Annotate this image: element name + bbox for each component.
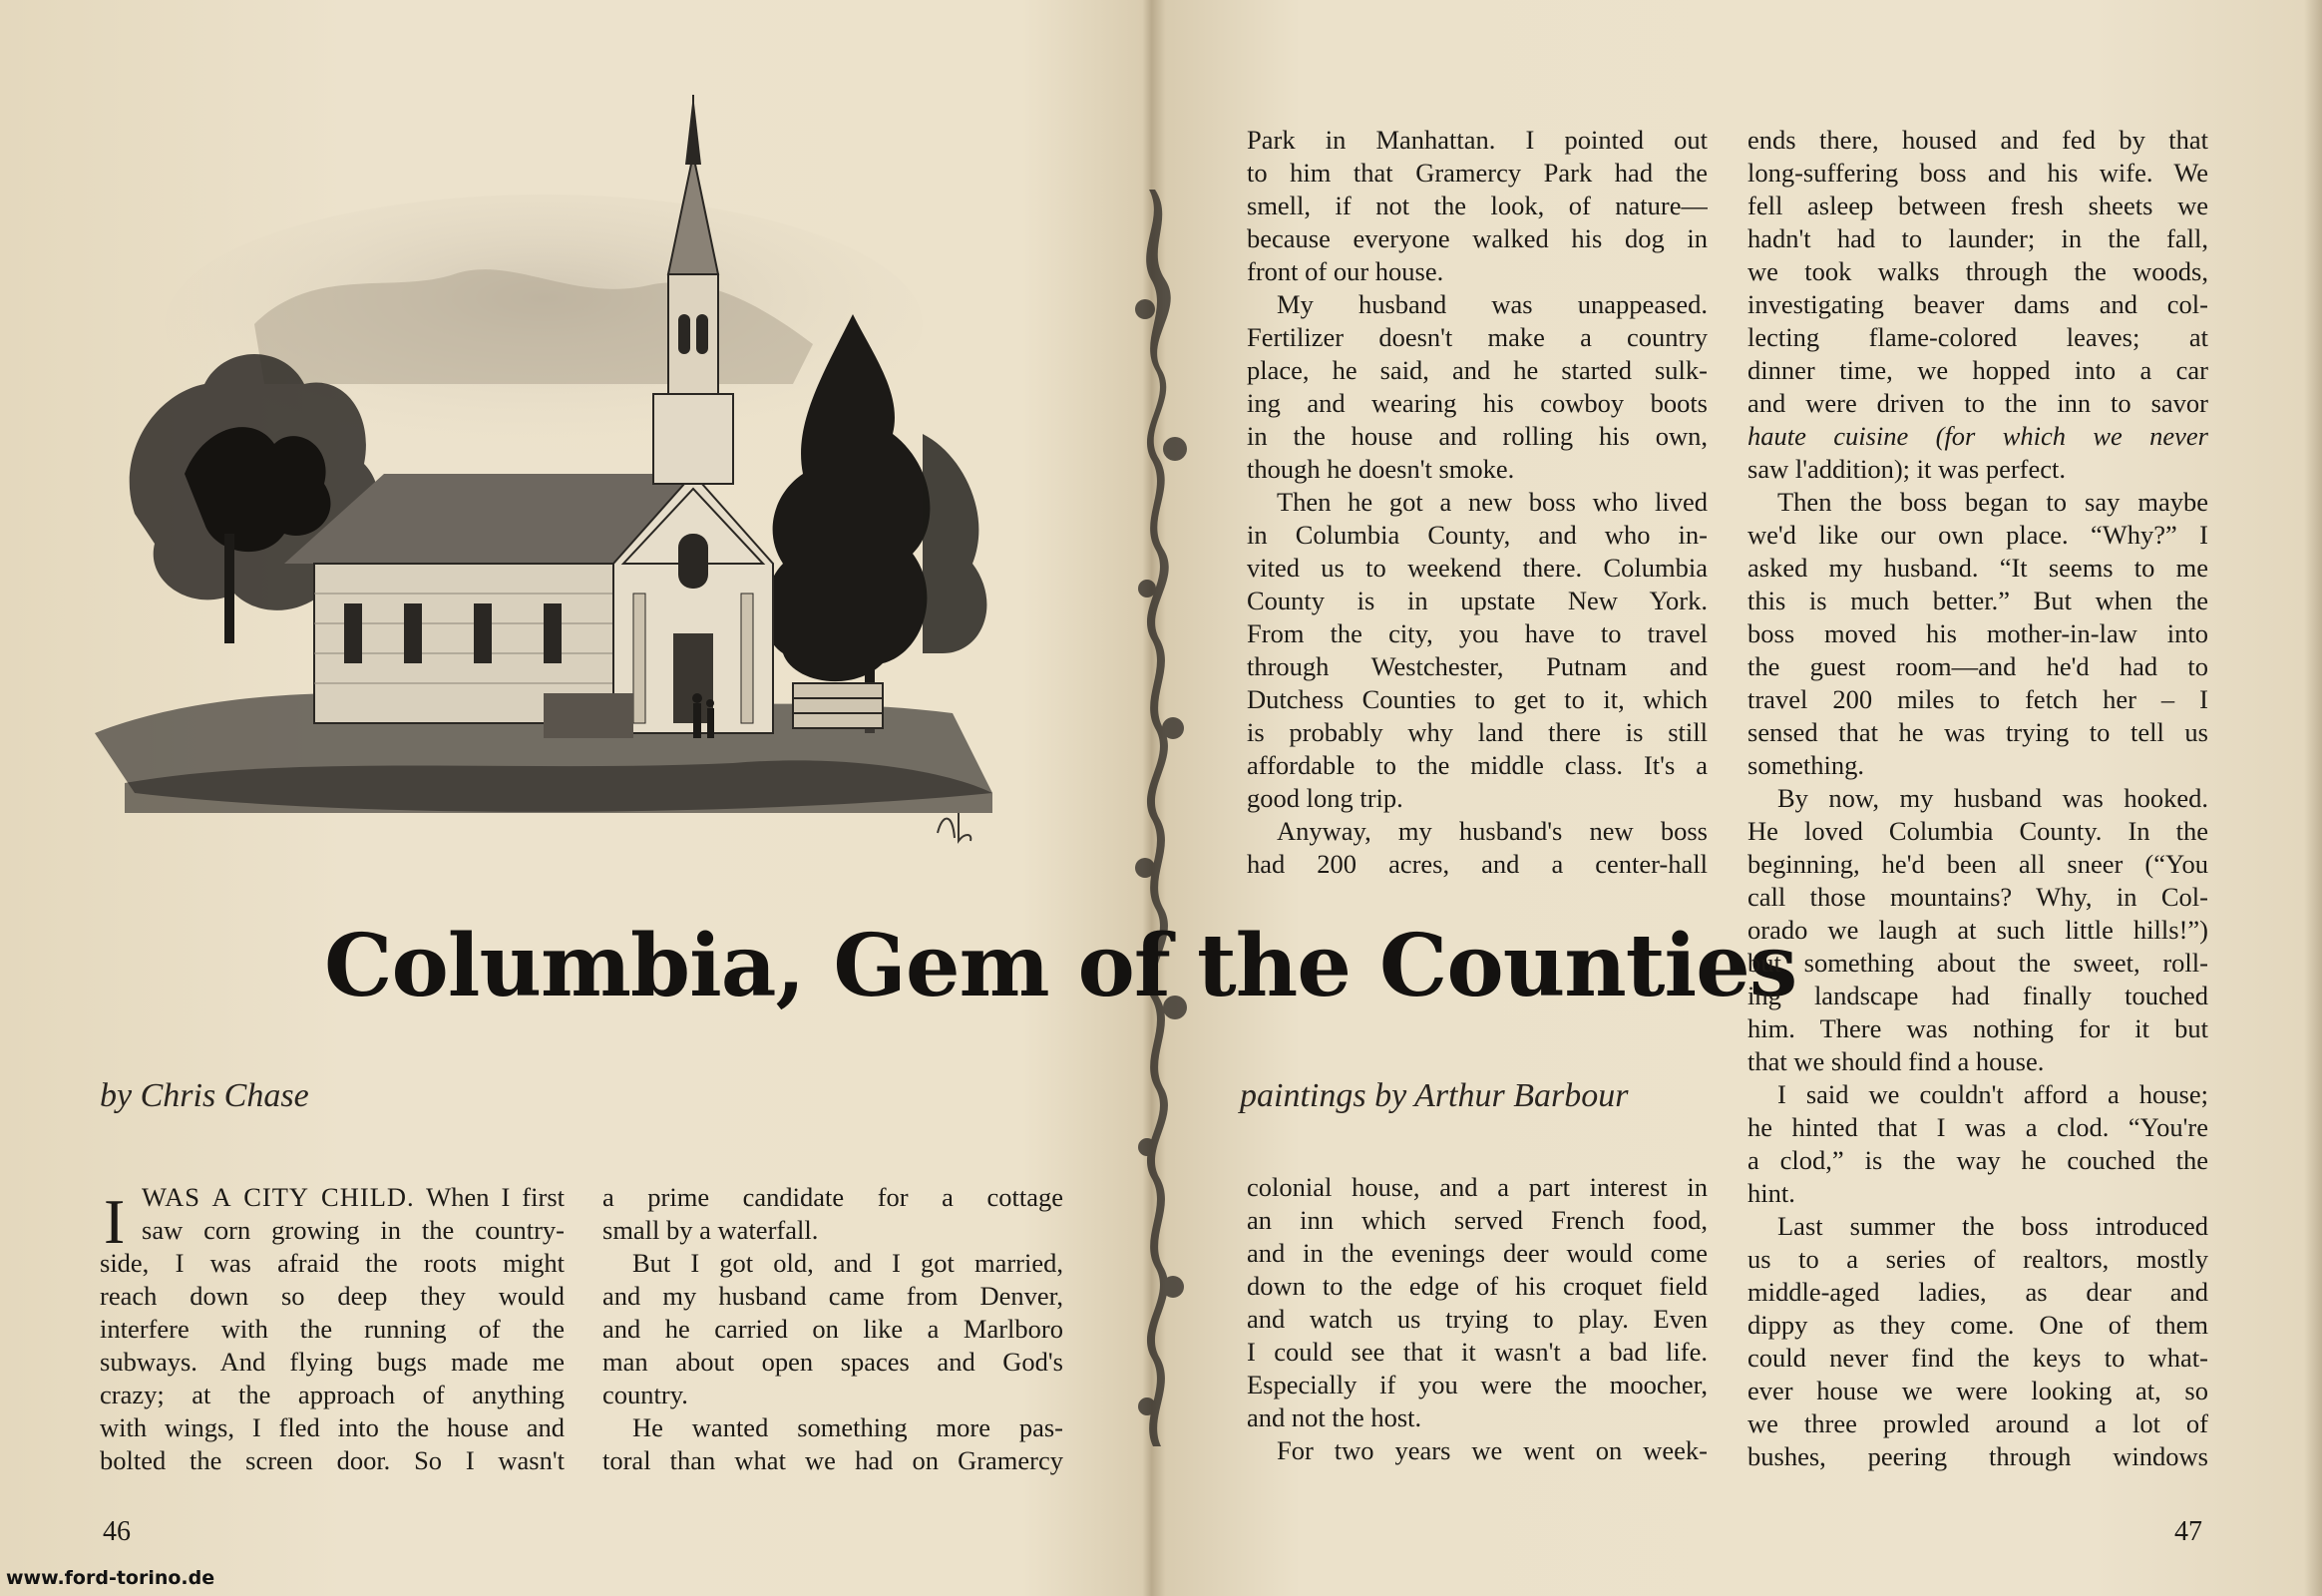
text-line: could never find the keys to what- <box>1747 1343 2208 1373</box>
text-line: the guest room—and he'd had to <box>1747 651 2208 681</box>
text-line: ing landscape had finally touched <box>1747 981 2208 1010</box>
text-line: something. <box>1747 750 1865 780</box>
text-line: bolted the screen door. So I wasn't <box>100 1445 565 1475</box>
text-line: Then the boss began to say maybe <box>1777 487 2208 517</box>
text-line: is probably why land there is still <box>1247 717 1708 747</box>
text-line: smell, if not the look, of nature— <box>1247 191 1708 220</box>
text-line: we took walks through the woods, <box>1747 256 2208 286</box>
text-line: Especially if you were the moocher, <box>1247 1370 1708 1399</box>
text-line: boss moved his mother-in-law into <box>1747 618 2208 648</box>
text-line: Park in Manhattan. I pointed out <box>1247 125 1708 155</box>
text-line: to him that Gramercy Park had the <box>1247 158 1708 188</box>
text-line: fell asleep between fresh sheets we <box>1747 191 2208 220</box>
first-line-rest: When I first <box>414 1182 565 1212</box>
lead-in: WAS A CITY CHILD. <box>142 1182 415 1212</box>
drop-cap: I <box>104 1186 126 1257</box>
text-line: that we should find a house. <box>1747 1046 2045 1076</box>
text-line: and were driven to the inn to savor <box>1747 388 2208 418</box>
text-line: place, he said, and he started sulk- <box>1247 355 1708 385</box>
text-line: County is in upstate New York. <box>1247 586 1708 615</box>
text-line: investigating beaver dams and col- <box>1747 289 2208 319</box>
text-line: had 200 acres, and a center-hall <box>1247 849 1708 879</box>
text-line: Anyway, my husband's new boss <box>1277 816 1708 846</box>
column-a <box>100 1181 565 1477</box>
page-number-right: 47 <box>2174 1516 2202 1547</box>
column-a-first-line <box>100 1181 565 1214</box>
text-line: I could see that it wasn't a bad life. <box>1247 1337 1708 1367</box>
text-line: hint. <box>1747 1178 1795 1208</box>
page-number-left: 46 <box>103 1516 131 1547</box>
text-line: Fertilizer doesn't make a country <box>1247 322 1708 352</box>
text-line: and my husband came from Denver, <box>602 1281 1063 1311</box>
text-line: reach down so deep they would <box>100 1281 565 1311</box>
text-line: ever house we were looking at, so <box>1747 1376 2208 1405</box>
text-line: long-suffering boss and his wife. We <box>1747 158 2208 188</box>
text-line: side, I was afraid the roots might <box>100 1248 565 1278</box>
column-c-bottom <box>1247 1171 1708 1467</box>
text-line: By now, my husband was hooked. <box>1777 783 2208 813</box>
text-line: him. There was nothing for it but <box>1747 1013 2208 1043</box>
text-line: good long trip. <box>1247 783 1403 813</box>
text-line: toral than what we had on Gramercy <box>602 1445 1063 1475</box>
text-line: lecting flame-colored leaves; at <box>1747 322 2208 352</box>
column-b <box>602 1181 1063 1477</box>
text-line: My husband was unappeased. <box>1277 289 1708 319</box>
text-line: and watch us trying to play. Even <box>1247 1304 1708 1334</box>
text-line: Then he got a new boss who lived <box>1277 487 1708 517</box>
text-line: man about open spaces and God's <box>602 1347 1063 1377</box>
text-line: dinner time, we hopped into a car <box>1747 355 2208 385</box>
text-line: Last summer the boss introduced <box>1777 1211 2208 1241</box>
text-line: through Westchester, Putnam and <box>1247 651 1708 681</box>
text-line: Dutchess Counties to get to it, which <box>1247 684 1708 714</box>
text-line: dippy as they come. One of them <box>1747 1310 2208 1340</box>
text-line: he hinted that I was a clod. “You're <box>1747 1112 2208 1142</box>
text-line: From the city, you have to travel <box>1247 618 1708 648</box>
text-line: But I got old, and I got married, <box>632 1248 1063 1278</box>
text-line: I said we couldn't afford a house; <box>1777 1079 2208 1109</box>
watermark: www.ford-torino.de <box>6 1567 215 1589</box>
text-line: colonial house, and a part interest in <box>1247 1172 1708 1202</box>
page-edge <box>2304 0 2322 1596</box>
text-line: interfere with the running of the <box>100 1314 565 1344</box>
text-line: ends there, housed and fed by that <box>1747 125 2208 155</box>
text-line: with wings, I fled into the house and <box>100 1412 565 1442</box>
text-line: asked my husband. “It seems to me <box>1747 553 2208 583</box>
text-line: because everyone walked his dog in <box>1247 223 1708 253</box>
paintings-credit: paintings by Arthur Barbour <box>1240 1077 1629 1114</box>
text-line: middle-aged ladies, as dear and <box>1747 1277 2208 1307</box>
text-line: travel 200 miles to fetch her – I <box>1747 684 2208 714</box>
church-painting-icon <box>95 95 1032 893</box>
text-line: crazy; at the approach of anything <box>100 1380 565 1409</box>
text-line: and in the evenings deer would come <box>1247 1238 1708 1268</box>
text-line: an inn which served French food, <box>1247 1205 1708 1235</box>
text-line: we'd like our own place. “Why?” I <box>1747 520 2208 550</box>
text-line: subways. And flying bugs made me <box>100 1347 565 1377</box>
text-line: He loved Columbia County. In the <box>1747 816 2208 846</box>
title-left: Columbia, Gem of <box>324 916 1170 1016</box>
text-line: beginning, he'd been all sneer (“You <box>1747 849 2208 879</box>
text-line: vited us to weekend there. Columbia <box>1247 553 1708 583</box>
text-line: saw l'addition); it was perfect. <box>1747 454 2066 484</box>
floral-border-icon <box>1125 190 1197 1446</box>
text-line: small by a waterfall. <box>602 1215 819 1245</box>
text-line: this is much better.” But when the <box>1747 586 2208 615</box>
text-line: we three prowled around a lot of <box>1747 1408 2208 1438</box>
text-line: saw corn growing in the country- <box>142 1215 565 1245</box>
text-line: though he doesn't smoke. <box>1247 454 1515 484</box>
text-line: a clod,” is the way he couched the <box>1747 1145 2208 1175</box>
text-line: For two years we went on week- <box>1277 1435 1708 1465</box>
text-line: He wanted something more pas- <box>632 1412 1063 1442</box>
text-line: front of our house. <box>1247 256 1444 286</box>
text-line: ing and wearing his cowboy boots <box>1247 388 1708 418</box>
text-line: us to a series of realtors, mostly <box>1747 1244 2208 1274</box>
text-line: orado we laugh at such little hills!”) <box>1747 915 2208 945</box>
title-right: the Counties <box>1197 916 1797 1016</box>
column-d <box>1747 124 2208 1473</box>
text-line: call those mountains? Why, in Col- <box>1747 882 2208 912</box>
text-line: and he carried on like a Marlboro <box>602 1314 1063 1344</box>
text-line: in Columbia County, and who in- <box>1247 520 1708 550</box>
text-line: sensed that he was trying to tell us <box>1747 717 2208 747</box>
text-line: country. <box>602 1380 688 1409</box>
text-line: affordable to the middle class. It's a <box>1247 750 1708 780</box>
text-line: haute cuisine (for which we never <box>1747 421 2208 451</box>
text-line: a prime candidate for a cottage <box>602 1182 1063 1212</box>
text-line: in the house and rolling his own, <box>1247 421 1708 451</box>
text-line: down to the edge of his croquet field <box>1247 1271 1708 1301</box>
text-line: but something about the sweet, roll- <box>1747 948 2208 978</box>
column-c-top <box>1247 124 1708 881</box>
text-line: and not the host. <box>1247 1402 1422 1432</box>
byline: by Chris Chase <box>100 1077 309 1114</box>
text-line: bushes, peering through windows <box>1747 1441 2208 1471</box>
text-line: hadn't had to launder; in the fall, <box>1747 223 2208 253</box>
